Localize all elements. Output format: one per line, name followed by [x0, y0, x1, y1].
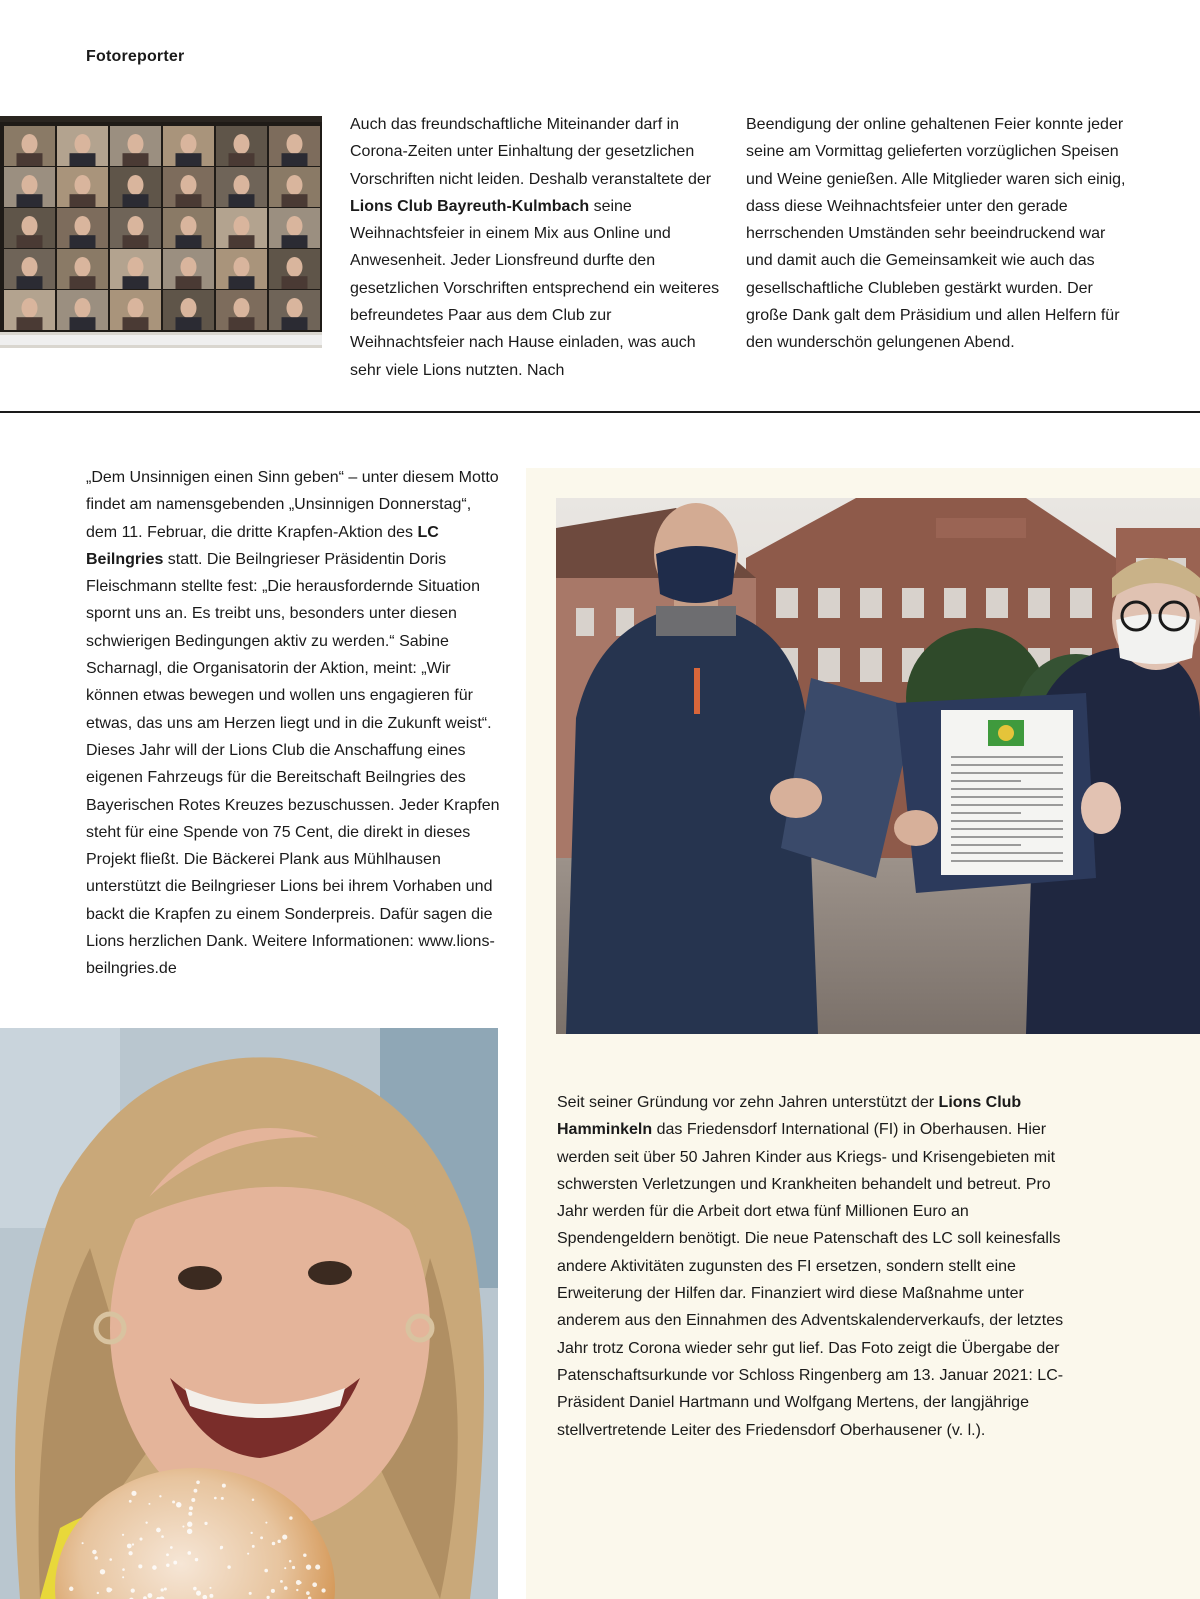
bayreuth-text-col2: Beendigung der online gehaltenen Feier konnte jeder seine am Vormittag gelieferten vorzüglichen Speisen und Weine genießen. Alle Mitglieder waren sich einig, dass diese Weihnachtsfeier unter den gerade herrschenden Umständen sehr beeindruckend war und damit auch die Gemeinsamkeit wie auch das gesellschaftliche Clubleben gestärkt wurden. Der große Dank galt dem Präsidium und allen Helfern für den wunderschön gelungenen Abend.	[746, 116, 1126, 352]
club-name-beilngries: LC Beilngries	[86, 523, 439, 568]
section-label: Fotoreporter	[86, 48, 185, 65]
hamminkeln-text: Seit seiner Gründung vor zehn Jahren unterstützt der Lions Club Hamminkeln das Friedensdorf International (FI) in Oberhausen. Hier werden seit über 50 Jahren Kinder aus Kriegs- und Krisengebieten mit schwersten Verletzungen und Krankheiten behandelt und betreut. Pro Jahr werden für die Arbeit dort etwa fünf Millionen Euro an Spendengeldern benötigt. Die neue Patenschaft des LC soll keinesfalls andere Aktivitäten zugunsten des FI ersetzen, sondern stellt eine Erweiterung der Hilfen dar. Finanziert wird diese Maßnahme unter anderem aus den Einnahmen des Adventskalenderverkaufs, der letztes Jahr trotz Corona wieder sehr gut lief. Das Foto zeigt die Übergabe der Patenschaftsurkunde vor Schloss Ringenberg am 13. Januar 2021: LC-Präsident Daniel Hartmann und Wolfgang Mertens, der langjährige stellvertretende Leiter des Friedensdorf Oberhausener (v. l.).	[557, 1094, 1064, 1439]
club-name-hamminkeln: Lions Club Hamminkeln	[557, 1094, 1022, 1139]
club-name-bayreuth: Lions Club Bayreuth-Kulmbach	[350, 197, 590, 215]
certificate-handover-photo	[556, 498, 1200, 1034]
bayreuth-text-col1: Auch das freundschaftliche Miteinander darf in Corona-Zeiten unter Einhaltung der gesetzlichen Vorschriften nicht leiden. Deshalb veranstaltete der Lions Club Bayreuth-Kulmbach seine Weihnachtsfeier in einem Mix aus Online und Anwesenheit. Jeder Lionsfreund durfte den gesetzlichen Vorschriften entsprechend ein weiteres befreundetes Paar aus dem Club zur Weihnachtsfeier nach Hause einladen, was auch sehr viele Lions nutzten. Nach	[350, 116, 720, 379]
section-divider	[0, 411, 1200, 413]
beilngries-text: „Dem Unsinnigen einen Sinn geben“ – unter diesem Motto findet am namensgebenden „Unsinnigen Donnerstag“, dem 11. Februar, die dritte Krapfen-Aktion des LC Beilngries statt. Die Beilngrieser Präsidentin Doris Fleischmann stellte fest: „Die herausfordernde Situation spornt uns an. Es treibt uns, besonders unter diesen schwierigen Bedingungen aktiv zu werden.“ Sabine Scharnagl, die Organisatorin der Aktion, meint: „Wir können etwas bewegen und wollen uns engagieren für etwas, das uns am Herzen liegt und in die Zukunft weist“. Dieses Jahr will der Lions Club die Anschaffung eines eigenen Fahrzeugs für die Bereitschaft Beilngries des Bayerischen Rotes Kreuzes bezuschussen. Jeder Krapfen steht für eine Spende von 75 Cent, die direkt in dieses Projekt fließt. Die Bäckerei Plank aus Mühlhausen unterstützt die Beilngrieser Lions bei ihrem Vorhaben und backt die Krapfen zu einem Sonderpreis. Dafür sagen die Lions herzlichen Dank. Weitere Informationen: www.lions-beilngries.de	[86, 469, 500, 978]
video-conference-photo	[0, 116, 322, 348]
krapfen-woman-photo	[0, 1028, 498, 1599]
